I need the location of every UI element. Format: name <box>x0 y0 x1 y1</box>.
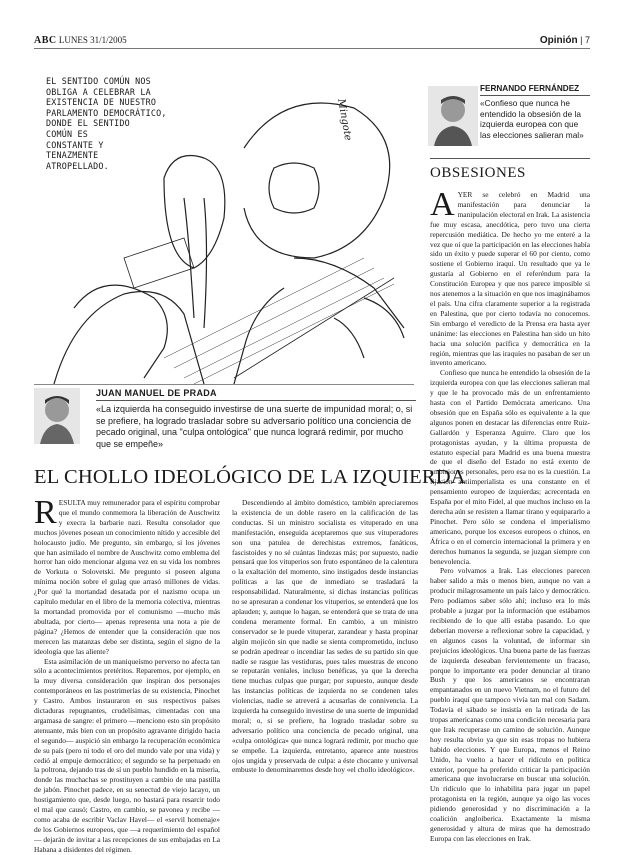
brand: ABC <box>34 35 57 46</box>
paragraph-text: YER se celebró en Madrid una manifestación para denunciar la manipulación electoral en Irak. La asistencia fue muy escasa, anecdótica, pero tuvo una cierta repercusión mediática. De hecho yo me enteré a la vez que oí que la participación en las elecciones había sido un éxito y puede superar el 60 por ciento, como sostiene el Gobierno iraquí. Un resultado que ya le gustaría al Gobierno en el referéndum para la Constitución Europea y que nos parece imposible si nos atenemos a la situación en que nos imaginábamos el país. Una cifra claramente superior a la registrada en Palestina, que por cierto todavía no conocemos. Sin embargo el veredicto de la Prensa era hasta ayer unánime: las elecciones en Palestina han sido un hito hacia una solución pacífica y democrática en la región, mientras que las iraquíes no pasaban de ser un invento americano. <box>430 190 590 368</box>
section-name: Opinión <box>539 35 578 46</box>
article-column-1 <box>34 494 220 855</box>
bearded-figure <box>164 156 225 269</box>
article-title: EL CHOLLO IDEOLÓGICO DE LA IZQUIERDA <box>34 466 466 488</box>
author-box-prada <box>34 388 416 449</box>
paragraph: Descendiendo al ámbito doméstico, también apreciaremos la existencia de un doble rasero en la calificación de las conductas. Si un ministro socialista es vituperado en una manifestación, enseguida aceptaremos que sus vituperadores son una patulea de derechistas extremos, fanáticos, fascistoides y no sé cuántas lindezas más; por supuesto, nadie pensará que los vituperios son fruto espontáneo de la calentura o la exaltación del momento, sino instigados desde instancias políticas a las que de inmediato se trasladará la responsabilidad. Naturalmente, si dichas instancias políticas no se apresuran a condenar los vituperios, se entenderá que los aplauden; y, aunque lo hagan, se entenderá que se trata de una condena meramente formal. En cambio, a un ministro conservador se le puede vituperar, zarandear y hasta propinar algún mojicón sin que nadie se sienta comprometido, incluso se podrán apedrear o incendiar las sedes de su partido sin que nadie se rasgue las vestiduras, pues tales muestras de encono se reputarán veniales, incluso benéficas, ya que la derecha tiene muchas culpas que purgar; por supuesto, aunque desde las instancias políticas de izquierda no se condenen tales violencias, nadie se atreverá a acusarlas de connivencia. La izquierda ha conseguido investirse de una suerte de impunidad moral; o, si se prefiere, ha logrado trasladar sobre su adversario político una conciencia de pecado original, una «culpa ontológica» que nunca logrará redimir, por mucho que se empeñe. La izquierda, entretanto, aparece ante nuestros ojos ungida y preservada de culpa: a éste chocante y universal embuste lo denominaremos desde hoy «el chollo ideológico». <box>232 498 418 775</box>
page-number: 7 <box>584 35 590 45</box>
paragraph <box>34 494 220 657</box>
article-column-2 <box>232 498 418 775</box>
header-right: Opinión | 7 <box>539 35 590 46</box>
paragraph-text: ESULTA muy remunerador para el espíritu comprobar que el mundo conmemora la liberación de Auschwitz y execra la barbarie nazi. Resulta consolador que muchos jóvenes posean un conocimiento nítido y accesible del holocausto judío. Me pregunto, sin embargo, si los jóvenes que han asimilado el nombre de Auschwitz como emblema del horror han oído mencionar alguna vez en su vida los nombres de Vorkuta o Solovetski. Me pregunto si poseen alguna mínima noción sobre el gulag que arrasó millones de vidas. ¿Por qué la mortandad desatada por el nazismo ocupa un capítulo medular en el libro de la memoria colectiva, mientras la mortandad promovida por el comunismo —mucho más abultada, por cierto— apenas representa una nota a pie de página? ¿Hemos de entender que la consideración que nos merecen las matanzas debe ser distinta, según el signo de la ideología que las aliente? <box>34 498 220 656</box>
author-portrait <box>34 388 80 444</box>
author-portrait <box>428 86 478 146</box>
page-header <box>34 34 590 49</box>
paragraph <box>430 186 590 368</box>
drop-cap: R <box>34 494 57 531</box>
figure-head-left <box>74 285 167 378</box>
article-title-obsesiones: OBSESIONES <box>430 158 590 182</box>
paragraph: Confieso que nunca he entendido la obsesión de la izquierda europea con que las elecciones salieran mal y que le ha provocado más de un enfrentamiento hasta con el Partido Demócrata americano. Una obsesión que en España sólo es equivalente a la que algunos ponen en destacar las diferencias entre Ruiz-Gallardón y Esperanza Aguirre. Claro que los protagonistas ayudan, y la última propuesta de estatuto especial para Madrid es una buena muestra de que el diseño del Estado no está exento de ambiciones personales, pero esa no es la cuestión. La fijación antiimperialista es una constante en el pensamiento europeo de izquierdas; acrecentada en España por el mito Fidel, al que muchos incluso en la derecha aún se resisten a llamar tirano y equipararlo a Pinochet. Pero sólo se condena el imperialismo americano, porque los excesos europeos o chinos, en África o en el comercio internacional la primera y en derechos humanos la segunda, se juzgan siempre con benevolencia. <box>430 368 590 566</box>
author-quote: «La izquierda ha conseguido investirse de una suerte de impunidad moral; o, si se prefiere, ha logrado trasladar sobre su adversario político una conciencia de pecado original, una "culpa ontológica" que nunca logrará redimir, por mucho que se empeñe» <box>96 404 413 449</box>
cartoon-caption: EL SENTIDO COMÚN NOS OBLIGA A CELEBRAR LA EXISTENCIA DE NUESTRO PARLAMENTO DEMOCRÁTICO, DONDE EL SENTIDO COMÚN ES CONSTANTE Y TENAZMENTE ATROPELLADO. <box>46 76 167 171</box>
cartoon <box>34 58 414 385</box>
article-column-3 <box>430 186 590 844</box>
issue-date: LUNES 31/1/2005 <box>58 35 127 45</box>
cartoon-signature: Mingote <box>334 98 354 142</box>
author-name: JUAN MANUEL DE PRADA <box>96 388 416 401</box>
paragraph: Pero volvamos a Irak. Las elecciones parecen haber salido a más o menos bien, aunque no van a producir milagrosamente un país laico y democrático. Pero podíamos saber sólo ahí; incluso era lo más probable a juzgar por la información que estábamos recibiendo de lo que allí estaba pasando. Lo que deberían moverse a reflexionar sobre la capacidad, y en algunos casos la voluntad, de informar sin prejuicios ideológicos. Una buena parte de las fuerzas de izquierda deseaban fervientemente un fracaso, porque lo importante era poder denunciar al tirano Bush y que los americanos se encontraran empantanados en un nuevo Vietnam, no el futuro del pueblo iraquí que tampoco vivía tan mal con Sadam. Todavía el sábado se insistía en la retirada de las tropas americanas como una condición necesaria para que Irak recuperase un camino de solución. Aunque hoy resulta obvio ya que sin esas tropas no hubiera habido elecciones. Y que Europa, menos el Reino Unido, ha vuelto a hacer el ridículo en política exterior, porque ha preferido criticar la participación americana que involucrarse en buscar una solución. Un ridículo que lo inhabilita para jugar un papel protagonista en la región, aunque ya oigo las voces pidiendo generosidad y no discriminación a la coalición angloiberica. Exactamente la misma generosidad y altura de miras que ha demostrado Europa con las elecciones en Irak. <box>430 566 590 843</box>
author-quote: «Confieso que nunca he entendido la obsesión de la izquierda europea con que las elecciones salieran mal» <box>480 98 584 140</box>
paragraph: Esta asimilación de un maniqueísmo perverso no afecta tan sólo a acontecimientos pretéritos. Reparemos, por ejemplo, en la muy diversa consideración que inspiran dos personajes contemporáneos en las postrimerías de su existencia, Pinochet y Castro. Ambos instauraron en sus respectivos países dictaduras repugnantes, crudelísimas, cimentadas con una argamasa de sangre: el primero —menciono esto sin propósito atenuante, más bien con un propósito agravante dirigido hacia el segundo— auspició sin embargo la recuperación económica de su país (pero ni todo el oro del mundo vale por una vida) y cedió al empuje democrático; el segundo se ha perpetuado en la poltrona, dejando tras de sí un pueblo hundido en la miseria, donde las muchachas se prostituyen a cambio de una pastilla de jabón. Pinochet padece, en su senectud de viejo lacayo, un hostigamiento que, desde luego, no bastará para resarcir todo el mal que causó; Castro, en cambio, se pavonea y recibe —como acaba de escribir Vaclav Havel— el «servil homenaje» de los Gobiernos europeos, que —a requerimiento del español— dejarán de invitar a las recepciones de sus embajadas en La Habana a disidentes del régimen. <box>34 656 220 854</box>
header-left <box>34 35 127 46</box>
lion-mane <box>244 103 390 258</box>
author-name: FERNANDO FERNÁNDEZ <box>480 84 590 96</box>
drop-cap: A <box>430 186 455 223</box>
